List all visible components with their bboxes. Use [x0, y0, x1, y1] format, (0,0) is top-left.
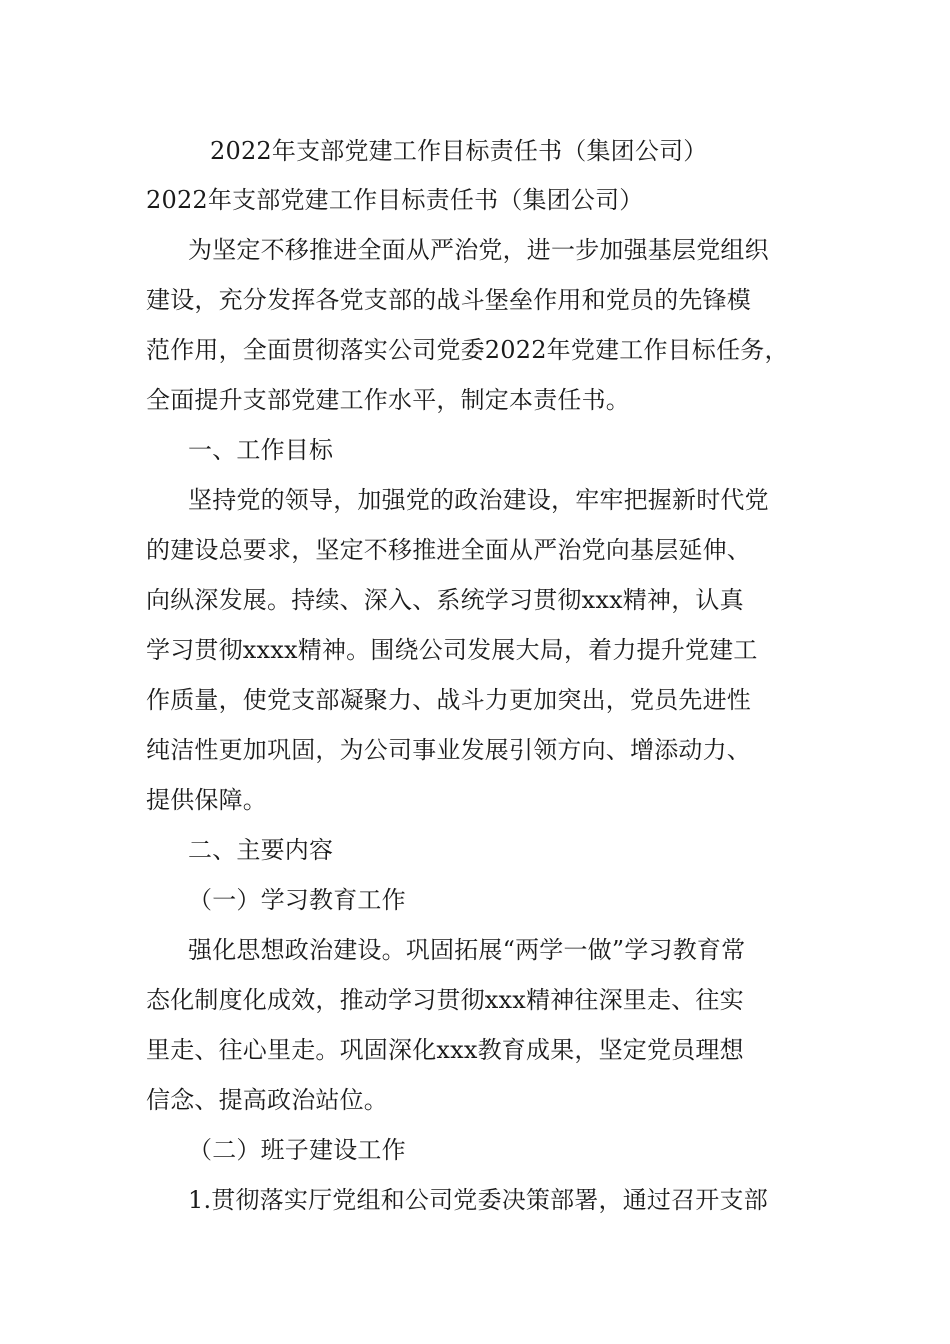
paragraph-line: 坚持党的领导，加强党的政治建设，牢牢把握新时代党 — [188, 486, 769, 514]
paragraph-line: 作质量，使党支部凝聚力、战斗力更加突出，党员先进性 — [146, 686, 751, 714]
paragraph-line: 范作用，全面贯彻落实公司党委2022年党建工作目标任务， — [146, 336, 789, 364]
paragraph-line: 建设，充分发挥各党支部的战斗堡垒作用和党员的先锋模 — [146, 286, 751, 314]
paragraph-line: 向纵深发展。持续、深入、系统学习贯彻xxx精神，认真 — [146, 586, 744, 614]
document-subtitle: 2022年支部党建工作目标责任书（集团公司） — [146, 186, 644, 214]
paragraph-line: 全面提升支部党建工作水平，制定本责任书。 — [146, 386, 630, 414]
section-heading: 一、工作目标 — [188, 436, 334, 464]
paragraph-line: 信念、提高政治站位。 — [146, 1086, 388, 1114]
paragraph-line: 提供保障。 — [146, 786, 267, 814]
paragraph-line: 为坚定不移推进全面从严治党，进一步加强基层党组织 — [188, 236, 769, 264]
paragraph-line: 强化思想政治建设。巩固拓展“两学一做”学习教育常 — [188, 936, 746, 964]
paragraph-line: 1.贯彻落实厅党组和公司党委决策部署，通过召开支部 — [188, 1186, 768, 1214]
paragraph-line: 纯洁性更加巩固，为公司事业发展引领方向、增添动力、 — [146, 736, 751, 764]
paragraph-line: 态化制度化成效，推动学习贯彻xxx精神往深里走、往实 — [146, 986, 744, 1014]
document-title: 2022年支部党建工作目标责任书（集团公司） — [210, 137, 708, 165]
subsection-heading: （二）班子建设工作 — [188, 1136, 406, 1164]
paragraph-line: 里走、往心里走。巩固深化xxx教育成果，坚定党员理想 — [146, 1036, 744, 1064]
section-heading: 二、主要内容 — [188, 836, 334, 864]
subsection-heading: （一）学习教育工作 — [188, 886, 406, 914]
paragraph-line: 学习贯彻xxxx精神。围绕公司发展大局，着力提升党建工 — [146, 636, 758, 664]
paragraph-line: 的建设总要求，坚定不移推进全面从严治党向基层延伸、 — [146, 536, 751, 564]
